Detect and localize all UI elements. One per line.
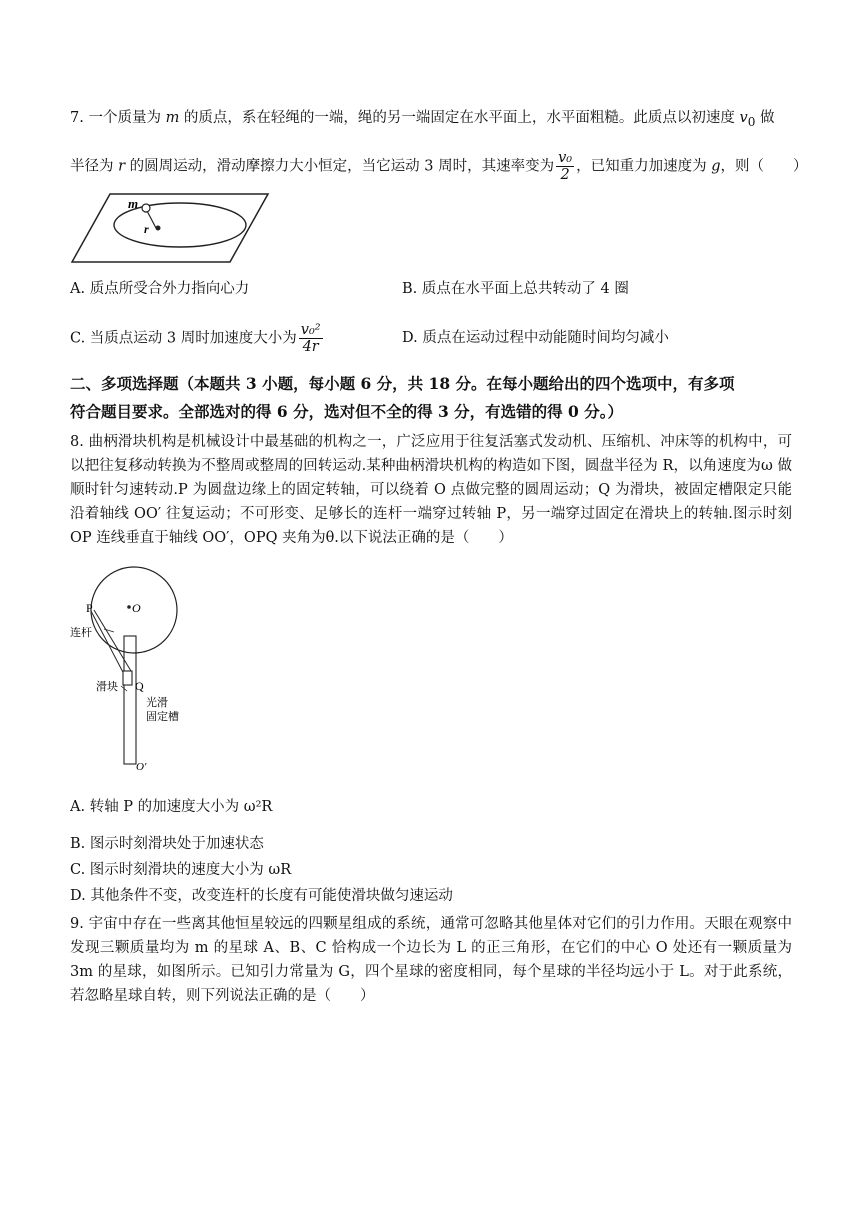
- fig-groove-label-1: 光滑: [146, 696, 168, 709]
- section-2-heading-line-1: 二、多项选择题（本题共 3 小题，每小题 6 分，共 18 分。在每小题给出的四个选项中，有多项: [70, 374, 735, 393]
- half-velocity-fraction: $\frac{\text{v₀}}{2}$: [558, 150, 573, 183]
- fig-link-label: 连杆: [70, 626, 92, 639]
- fig-slider-label: 滑块: [96, 680, 118, 693]
- fig-point-o: O: [132, 601, 141, 615]
- initial-velocity-symbol: v: [739, 110, 748, 126]
- q8-option-a: A. 转轴 P 的加速度大小为 ω²R: [70, 799, 273, 815]
- q7-line-2: 半径为 r 的圆周运动，滑动摩擦力大小恒定，当它运动 3 周时，其速率变为 $\frac{\text{v₀}}{2}$ ，已知重力加速度为 g，则（ ）: [70, 150, 808, 183]
- q7-option-a: A. 质点所受合外力指向心力: [70, 281, 250, 297]
- q8-option-c: C. 图示时刻滑块的速度大小为 ωR: [70, 862, 292, 878]
- q9-paragraph: 9. 宇宙中存在一些离其他恒星较远的四颗星组成的系统，通常可忽略其他星体对它们的引力作用。天眼在观察中发现三颗质量均为 m 的星球 A、B、C 恰构成一个边长为 L 的正三角形，在它们的中心 O 处还有一颗质量为 3m 的星球，如图所示。已知引力常量为 G，四个星球的密度相同，每个星球的半径均远小于 L。对于此系统，若忽略星球自转，则下列说法正确的是（ ）: [70, 916, 792, 1004]
- fig-mass-label: m: [128, 196, 139, 211]
- section-2-heading-line-2: 符合题目要求。全部选对的得 6 分，选对但不全的得 3 分，有选错的得 0 分。）: [70, 402, 623, 421]
- q7-option-d: D. 质点在运动过程中动能随时间均匀减小: [402, 330, 669, 346]
- fig-point-p: P: [86, 601, 93, 615]
- q7-figure-plane: [70, 192, 270, 266]
- fig-groove-label-2: 固定槽: [146, 710, 179, 723]
- q8-figure-crank-slider: [66, 566, 246, 778]
- q8-option-b: B. 图示时刻滑块处于加速状态: [70, 836, 264, 852]
- q7-line-1: 7. 一个质量为 m 的质点，系在轻绳的一端，绳的另一端固定在水平面上，水平面粗糙。此质点以初速度 $v_0$ 做: [70, 110, 775, 129]
- q7-option-b: B. 质点在水平面上总共转动了 4 圈: [402, 281, 629, 297]
- q8-option-d: D. 其他条件不变，改变连杆的长度有可能使滑块做匀速运动: [70, 888, 453, 904]
- acceleration-fraction: $\frac{\text{v₀²}}{4r}$: [300, 322, 321, 355]
- q7-option-c: C. 当质点运动 3 周时加速度大小为 $\frac{\text{v₀²}}{4r}$: [70, 322, 321, 355]
- q8-paragraph: 8. 曲柄滑块机构是机械设计中最基础的机构之一，广泛应用于往复活塞式发动机、压缩机、冲床等的机构中，可以把往复移动转换为不整周或整周的回转运动.某种曲柄滑块机构的构造如下图，圆盘半径为 R，以角速度为ω 做顺时针匀速转动.P 为圆盘边缘上的固定转轴，可以绕着 O 点做完整的圆周运动；Q 为滑块，被固定槽限定只能沿着轴线 OO′ 往复运动；不可形变、足够长的连杆一端穿过转轴 P，另一端穿过固定在滑块上的转轴.图示时刻 OP 连线垂直于轴线 OO′，OPQ 夹角为θ.以下说法正确的是（ ）: [70, 434, 792, 546]
- fig-point-q: Q: [135, 679, 144, 693]
- fig-radius-label: r: [144, 222, 149, 236]
- mass-symbol: m: [165, 110, 180, 126]
- fig-point-o-prime: O′: [136, 761, 147, 773]
